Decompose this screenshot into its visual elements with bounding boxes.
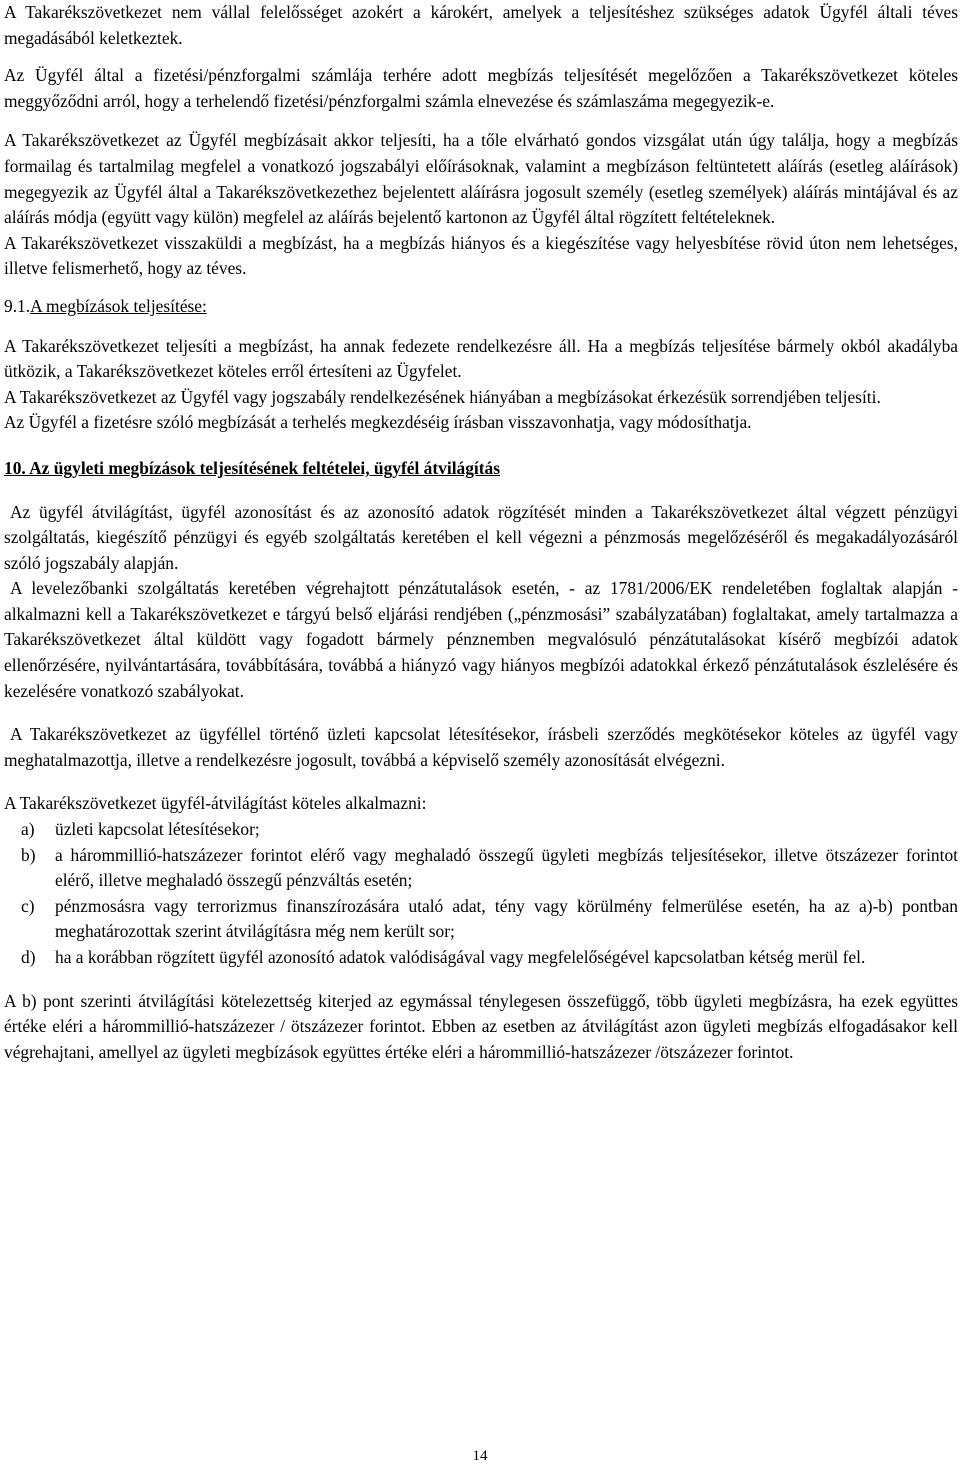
list-marker: c): [21, 895, 35, 916]
paragraph-liability: A Takarékszövetkezet nem vállal felelősséget azokért a károkért, amelyek a teljesítéshez szükséges adatok Ügyfél általi téves megadásából keletkeztek.: [4, 2, 958, 48]
paragraph-customer-due-diligence: Az ügyfél átvilágítást, ügyfél azonosítást és az azonosító adatok rögzítését minden a Takarékszövetkezet által végzett pénzügyi szolgáltatás, kiegészítő pénzügyi és egyéb szolgáltatás keretében el kell végezni a pénzmosás megelőzéséről és megakadályozásáról szóló jogszabály alapján.: [4, 501, 958, 573]
list-item-text: üzleti kapcsolat létesítésekor;: [55, 819, 260, 840]
list-marker: b): [21, 844, 36, 865]
list-item-text: a hárommillió-hatszázezer forintot elérő vagy meghaladó összegű ügyleti megbízás teljesítésekor, illetve ötszázezer forintot elérő, illetve meghaladó összegű pénzváltás esetén;: [55, 844, 958, 891]
page-number: 14: [472, 1448, 488, 1464]
paragraph-due-diligence-intro: A Takarékszövetkezet ügyfél-átvilágítást köteles alkalmazni:: [4, 793, 427, 814]
paragraph-aggregated-orders: A b) pont szerinti átvilágítási kötelezettség kiterjed az egymással ténylegesen összefüggő, több ügyleti megbízásra, ha ezek együttes értéke eléri a hárommillió-hatszázezer / ötszázezer forintot. Ebben az esetben az átvilágítást azon ügyleti megbízás elfogadásakor kell végrehajtani, amellyel az ügyleti megbízások együttes értéke eléri a hárommillió-hatszázezer /ötszázezer forintot.: [4, 990, 958, 1062]
section-title: A megbízások teljesítése:: [30, 295, 207, 316]
list-marker: d): [21, 947, 36, 967]
paragraph-identification: A Takarékszövetkezet az ügyféllel történő üzleti kapcsolat létesítésekor, írásbeli szerződés megkötésekor köteles az ügyfél vagy meghatalmazottja, illetve a rendelkezésre jogosult, továbbá a képviselő személy azonosítását elvégezni.: [4, 724, 958, 770]
section-heading-10: 10. Az ügyleti megbízások teljesítésének feltételei, ügyfél átvilágítás: [4, 457, 501, 478]
list-item: [4, 843, 958, 894]
list-item: [4, 894, 958, 945]
section-number: 9.1.: [4, 295, 31, 316]
paragraph-account-check: Az Ügyfél által a fizetési/pénzforgalmi számlája terhére adott megbízás teljesítését megelőzően a Takarékszövetkezet köteles meggyőződni arról, hogy a terhelendő fizetési/pénzforgalmi számla elnevezése és számlaszáma megegyezik-e.: [4, 65, 958, 111]
list-item: [4, 945, 958, 971]
paragraph-order-sequence: A Takarékszövetkezet az Ügyfél vagy jogszabály rendelkezésének hiányában a megbízásokat érkezésük sorrendjében teljesíti.: [4, 386, 881, 407]
paragraph-correspondent-banking: A levelezőbanki szolgáltatás keretében végrehajtott pénzátutalások esetén, - az 1781/2006/EK rendeletében foglaltak alapján - alkalmazni kell a Takarékszövetkezet e tárgyú belső eljárási rendjében („pénzmosási” szabályzatában) foglaltakat, amely tartalmazza a Takarékszövetkezet által küldött vagy fogadott bármely pénznemben megvalósuló pénzátutalásokat kísérő megbízói adatok ellenőrzésére, nyilvántartására, továbbítására, továbbá a hiányzó vagy hiányos megbízói adatokkal érkező pénzátutalások észlelésére és kezelésére vonatkozó szabályokat.: [4, 578, 958, 701]
list-marker: a): [21, 819, 35, 840]
list-item: [4, 817, 958, 843]
due-diligence-list: [4, 817, 958, 971]
paragraph-coverage: A Takarékszövetkezet teljesíti a megbízást, ha annak fedezete rendelkezésre áll. Ha a megbízás teljesítése bármely okból akadályba ütközik, a Takarékszövetkezet köteles erről értesíteni az Ügyfelet.: [4, 335, 958, 382]
paragraph-order-return: A Takarékszövetkezet visszaküldi a megbízást, ha a megbízás hiányos és a kiegészítése vagy helyesbítése rövid úton nem lehetséges, illetve felismerhető, hogy az téves.: [4, 232, 958, 279]
document-page: [4, 0, 958, 1065]
list-item-text: ha a korábban rögzített ügyfél azonosító adatok valódiságával vagy megfelelőségével kapcsolatban kétség merül fel.: [55, 947, 866, 967]
section-heading-9-1: [4, 294, 958, 320]
list-item-text: pénzmosásra vagy terrorizmus finanszírozására utaló adat, tény vagy körülmény felmerülése esetén, ha az a)-b) pontban meghatározottak szerint átvilágításra még nem került sor;: [55, 895, 958, 942]
paragraph-revocation: Az Ügyfél a fizetésre szóló megbízását a terhelés megkezdéséig írásban visszavonhatja, vagy módosíthatja.: [4, 412, 752, 433]
paragraph-order-execution-conditions: A Takarékszövetkezet az Ügyfél megbízásait akkor teljesíti, ha a tőle elvárható gondos vizsgálat után úgy találja, hogy a megbízás formailag és tartalmilag megfelel a vonatkozó jogszabályi előírásoknak, valamint a megbízáson feltüntetett aláírás (esetleg aláírások) megegyezik az Ügyfél által a Takarékszövetkezethez bejelentett aláírásra jogosult személy (esetleg személyek) aláírás mintájával és az aláírás módja (együtt vagy külön) megfelel az aláírás bejelentő kartonon az Ügyfél által rögzített feltételeknek.: [4, 130, 958, 228]
